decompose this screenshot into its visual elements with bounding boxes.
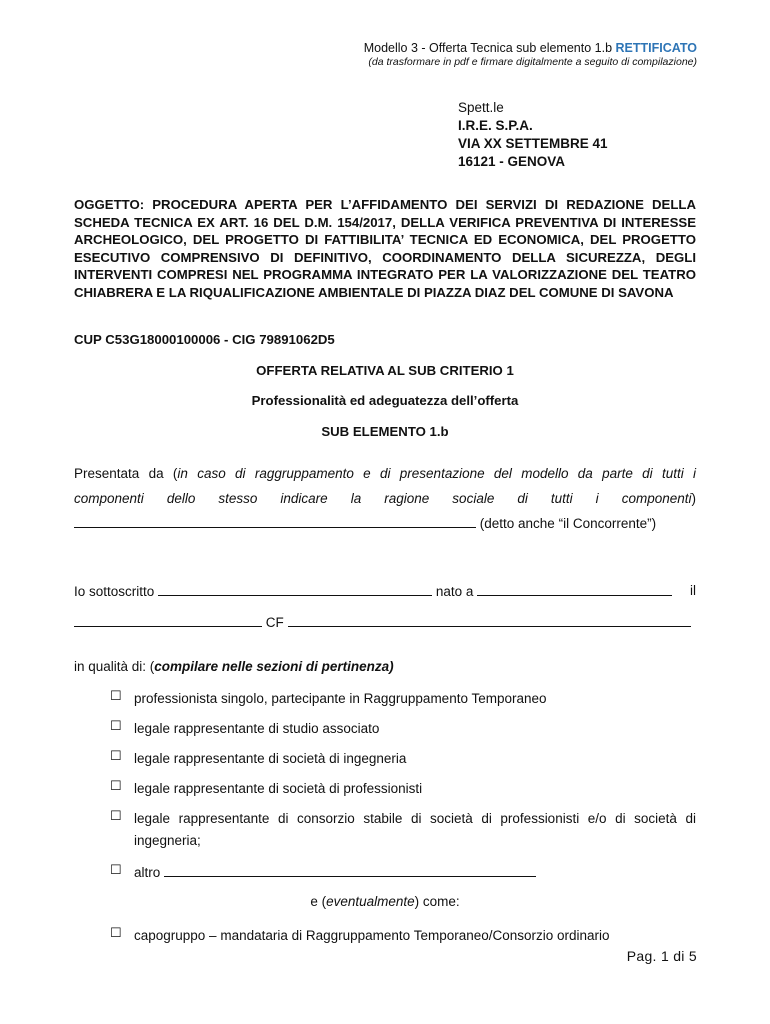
io-sottoscritto-label: Io sottoscritto bbox=[74, 584, 155, 599]
other-role-field[interactable] bbox=[164, 864, 536, 877]
role-label: altro bbox=[134, 865, 161, 880]
offer-subtitle: Professionalità ed adeguatezza dell’offerta bbox=[251, 393, 519, 408]
role-option bbox=[110, 688, 696, 710]
nato-a-label: nato a bbox=[435, 584, 474, 599]
role-option bbox=[110, 862, 696, 884]
presented-by-line1: Presentata da (in caso di raggruppamento e di presentazione del modello da parte di tutti i bbox=[74, 466, 697, 481]
cup-cig-line: CUP C53G18000100006 - CIG 79891062D5 bbox=[74, 332, 335, 347]
role-option bbox=[110, 718, 696, 740]
eventually-line: e (eventualmente) come: bbox=[310, 894, 460, 909]
recipient-street: VIA XX SETTEMBRE 41 bbox=[458, 136, 608, 151]
checkbox-icon[interactable]: ☐ bbox=[110, 748, 122, 763]
sub-element-title: SUB ELEMENTO 1.b bbox=[321, 424, 449, 439]
birthdate-field[interactable] bbox=[74, 614, 262, 627]
company-name-field[interactable] bbox=[74, 515, 476, 528]
cf-label: CF bbox=[265, 615, 284, 630]
role-option bbox=[110, 748, 696, 770]
il-label: il bbox=[690, 583, 696, 598]
subject-paragraph: OGGETTO: PROCEDURA APERTA PER L’AFFIDAMENTO DEI SERVIZI DI REDAZIONE DELLA SCHEDA TECNICA EX ART. 16 DEL D.M. 154/2017, DELLA VERIFICA PREVENTIVA DI INTERESSE ARCHEOLOGICO, DEL PROGETTO DI FATTIBILITA’ TECNICA ED ECONOMICA, DEL PROGETTO ESECUTIVO COMPRENSIVO DI DEFINITIVO, COORDINAMENTO DELLA SICUREZZA, DEGLI INTERVENTI COMPRESI NEL PROGRAMMA INTEGRATO PER LA VALORIZZAZIONE DEL TEATRO CHIABRERA E LA RIQUALIFICAZIONE AMBIENTALE DI PIAZZA DIAZ DEL COMUNE DI SAVONA bbox=[74, 197, 696, 300]
cf-line bbox=[74, 614, 696, 630]
recipient-city: 16121 - GENOVA bbox=[458, 154, 566, 169]
role-label: legale rappresentante di studio associato bbox=[134, 721, 380, 736]
group-role-option bbox=[110, 925, 696, 947]
role-option bbox=[110, 778, 696, 800]
role-label: legale rappresentante di consorzio stabile di società di professionisti e/o di società di ingegneria; bbox=[134, 811, 696, 848]
birthplace-field[interactable] bbox=[477, 583, 672, 596]
role-label: legale rappresentante di società di ingegneria bbox=[134, 751, 407, 766]
role-label: professionista singolo, partecipante in Raggruppamento Temporaneo bbox=[134, 691, 547, 706]
recipient-address bbox=[458, 99, 608, 171]
checkbox-icon[interactable]: ☐ bbox=[110, 778, 122, 793]
recipient-name: I.R.E. S.P.A. bbox=[458, 118, 533, 133]
offer-title: OFFERTA RELATIVA AL SUB CRITERIO 1 bbox=[256, 363, 514, 378]
form-model-title: Modello 3 - Offerta Tecnica sub elemento 1.b bbox=[363, 41, 613, 55]
group-role-label: capogruppo – mandataria di Raggruppamento Temporaneo/Consorzio ordinario bbox=[134, 928, 610, 943]
concorrente-label: (detto anche “il Concorrente”) bbox=[479, 516, 657, 531]
checkbox-icon[interactable]: ☐ bbox=[110, 862, 122, 877]
role-option bbox=[110, 808, 696, 852]
form-instruction: (da trasformare in pdf e firmare digitalmente a seguito di compilazione) bbox=[368, 56, 697, 68]
rettificato-label: RETTIFICATO bbox=[615, 41, 697, 55]
checkbox-icon[interactable]: ☐ bbox=[110, 688, 122, 703]
page-number: Pag. 1 di 5 bbox=[626, 948, 697, 964]
fiscal-code-field[interactable] bbox=[288, 614, 691, 627]
recipient-salutation: Spett.le bbox=[458, 100, 504, 115]
form-model-header bbox=[364, 41, 697, 55]
concorrente-line bbox=[74, 515, 696, 531]
signatory-line bbox=[74, 583, 696, 599]
checkbox-icon[interactable]: ☐ bbox=[110, 808, 122, 823]
presented-by-line2: componenti dello stesso indicare la ragione sociale di tutti i componenti) bbox=[74, 491, 696, 506]
checkbox-icon[interactable]: ☐ bbox=[110, 925, 122, 940]
signatory-name-field[interactable] bbox=[158, 583, 432, 596]
checkbox-icon[interactable]: ☐ bbox=[110, 718, 122, 733]
quality-line: in qualità di: (compilare nelle sezioni di pertinenza) bbox=[74, 659, 394, 674]
role-label: legale rappresentante di società di professionisti bbox=[134, 781, 423, 796]
